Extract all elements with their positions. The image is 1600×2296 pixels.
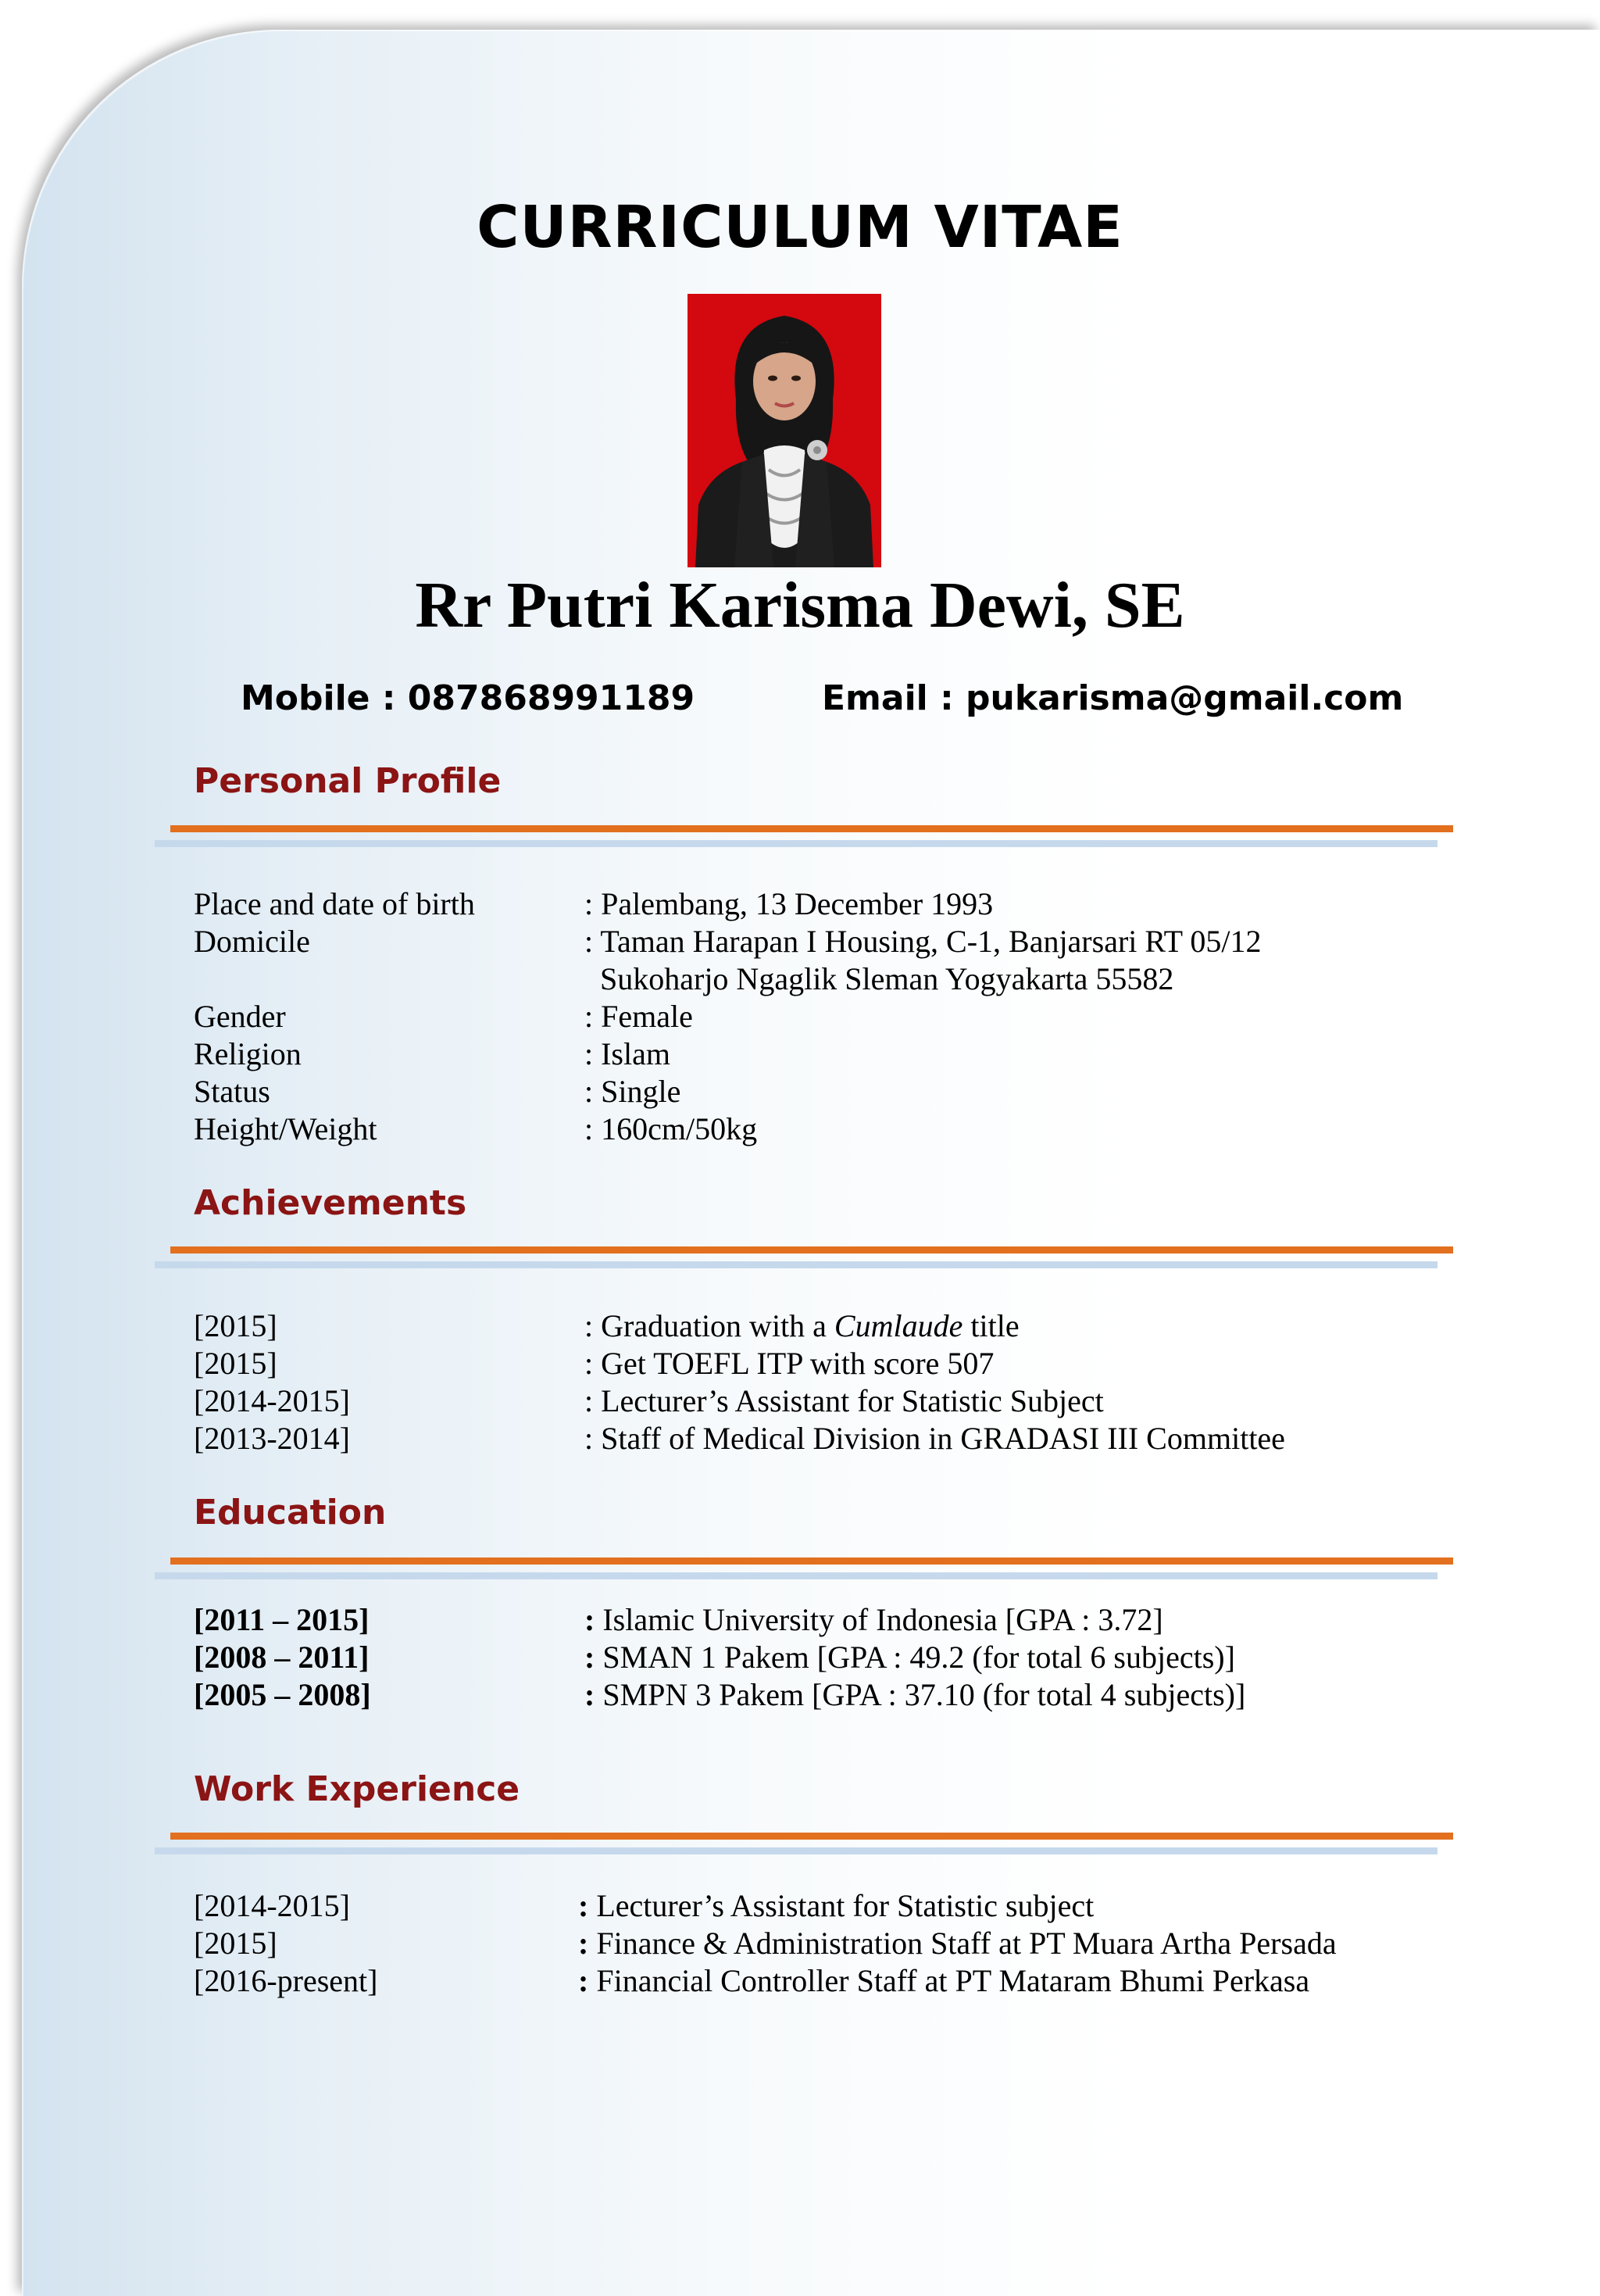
work-row	[194, 1887, 1475, 1925]
education-list	[194, 1601, 1475, 1714]
row-value: : Islam	[584, 1036, 670, 1071]
person-name: Rr Putri Karisma Dewi, SE	[415, 569, 1185, 642]
row-value: : Palembang, 13 December 1993	[584, 886, 994, 921]
row-value: : 160cm/50kg	[584, 1111, 758, 1146]
mobile-number: Mobile : 087868991189	[241, 678, 695, 718]
row-value	[584, 1639, 1475, 1676]
section-divider-orange	[170, 1246, 1453, 1254]
row-value	[578, 1887, 1475, 1925]
achievement-row	[194, 1307, 1475, 1345]
row-value: : Single	[584, 1074, 681, 1109]
achievement-row	[194, 1345, 1475, 1382]
row-label: Height/Weight	[194, 1111, 377, 1146]
portrait-illustration	[688, 294, 881, 567]
row-value: : Taman Harapan I Housing, C-1, Banjarsari RT 05/12	[584, 924, 1262, 959]
row-label: [2005 – 2008]	[194, 1677, 371, 1712]
row-value-emphasis: Cumlaude	[834, 1308, 963, 1343]
profile-photo	[688, 294, 881, 567]
row-label: [2013-2014]	[194, 1421, 350, 1456]
section-divider-blue	[155, 1847, 1438, 1854]
profile-row-birth	[194, 885, 1475, 923]
achievement-row	[194, 1420, 1475, 1457]
email-address: Email : pukarisma@gmail.com	[822, 678, 1404, 718]
education-row	[194, 1639, 1475, 1676]
row-value	[578, 1962, 1475, 2000]
row-value-text: SMPN 3 Pakem [GPA : 37.10 (for total 4 subjects)]	[595, 1677, 1246, 1712]
achievements-list	[194, 1307, 1475, 1457]
row-label: Domicile	[194, 924, 310, 959]
profile-row-height-weight	[194, 1110, 1475, 1148]
row-label: [2014-2015]	[194, 1383, 350, 1418]
profile-row-status	[194, 1073, 1475, 1110]
row-label: Status	[194, 1074, 270, 1109]
work-experience-list	[194, 1887, 1475, 2000]
row-value-text: Islamic University of Indonesia [GPA : 3.72]	[595, 1602, 1163, 1637]
profile-row-domicile-continued	[194, 960, 1475, 998]
row-label: [2011 – 2015]	[194, 1602, 370, 1637]
education-row	[194, 1601, 1475, 1639]
row-value	[578, 1925, 1475, 1962]
row-label: [2015]	[194, 1308, 277, 1343]
profile-row-domicile	[194, 923, 1475, 960]
row-label: Religion	[194, 1036, 302, 1071]
row-colon: :	[584, 1602, 595, 1637]
row-label: Place and date of birth	[194, 886, 475, 921]
section-heading-personal-profile: Personal Profile	[194, 761, 502, 801]
row-value-text: SMAN 1 Pakem [GPA : 49.2 (for total 6 subjects)]	[595, 1640, 1235, 1675]
personal-profile-list	[194, 885, 1475, 1148]
work-row	[194, 1962, 1475, 2000]
row-value-suffix: title	[962, 1308, 1020, 1343]
achievement-row	[194, 1382, 1475, 1420]
document-title: CURRICULUM VITAE	[477, 194, 1123, 261]
section-heading-achievements: Achievements	[194, 1183, 467, 1223]
row-label: Gender	[194, 999, 286, 1034]
row-label: [2015]	[194, 1926, 277, 1961]
row-value	[584, 1601, 1475, 1639]
section-heading-education: Education	[194, 1493, 387, 1532]
profile-row-religion	[194, 1035, 1475, 1073]
section-divider-orange	[170, 1833, 1453, 1840]
row-value: : Female	[584, 999, 693, 1034]
row-value: Sukoharjo Ngaglik Sleman Yogyakarta 55582	[600, 961, 1174, 996]
row-value-text: Finance & Administration Staff at PT Muara Artha Persada	[588, 1926, 1337, 1961]
section-divider-blue	[155, 1572, 1438, 1579]
row-value: : Staff of Medical Division in GRADASI III Committee	[584, 1421, 1285, 1456]
row-value	[584, 1676, 1475, 1714]
education-row	[194, 1676, 1475, 1714]
row-colon: :	[578, 1963, 589, 1998]
profile-row-gender	[194, 998, 1475, 1035]
section-divider-orange	[170, 1557, 1453, 1565]
row-label: [2014-2015]	[194, 1888, 350, 1923]
section-divider-orange	[170, 825, 1453, 832]
row-value	[584, 1307, 1475, 1345]
row-value-text: Financial Controller Staff at PT Mataram Bhumi Perkasa	[588, 1963, 1310, 1998]
row-colon: :	[578, 1926, 589, 1961]
row-value-prefix: : Graduation with a	[584, 1308, 834, 1343]
row-colon: :	[578, 1888, 589, 1923]
row-label	[194, 960, 584, 998]
row-colon: :	[584, 1640, 595, 1675]
row-value-text: Lecturer’s Assistant for Statistic subject	[588, 1888, 1095, 1923]
row-label: [2008 – 2011]	[194, 1640, 370, 1675]
work-row	[194, 1925, 1475, 1962]
row-value: : Lecturer’s Assistant for Statistic Subject	[584, 1383, 1104, 1418]
section-heading-work-experience: Work Experience	[194, 1769, 520, 1809]
row-value: : Get TOEFL ITP with score 507	[584, 1346, 995, 1381]
section-divider-blue	[155, 1261, 1438, 1268]
row-colon: :	[584, 1677, 595, 1712]
section-divider-blue	[155, 840, 1438, 847]
row-label: [2015]	[194, 1346, 277, 1381]
row-label: [2016-present]	[194, 1963, 378, 1998]
